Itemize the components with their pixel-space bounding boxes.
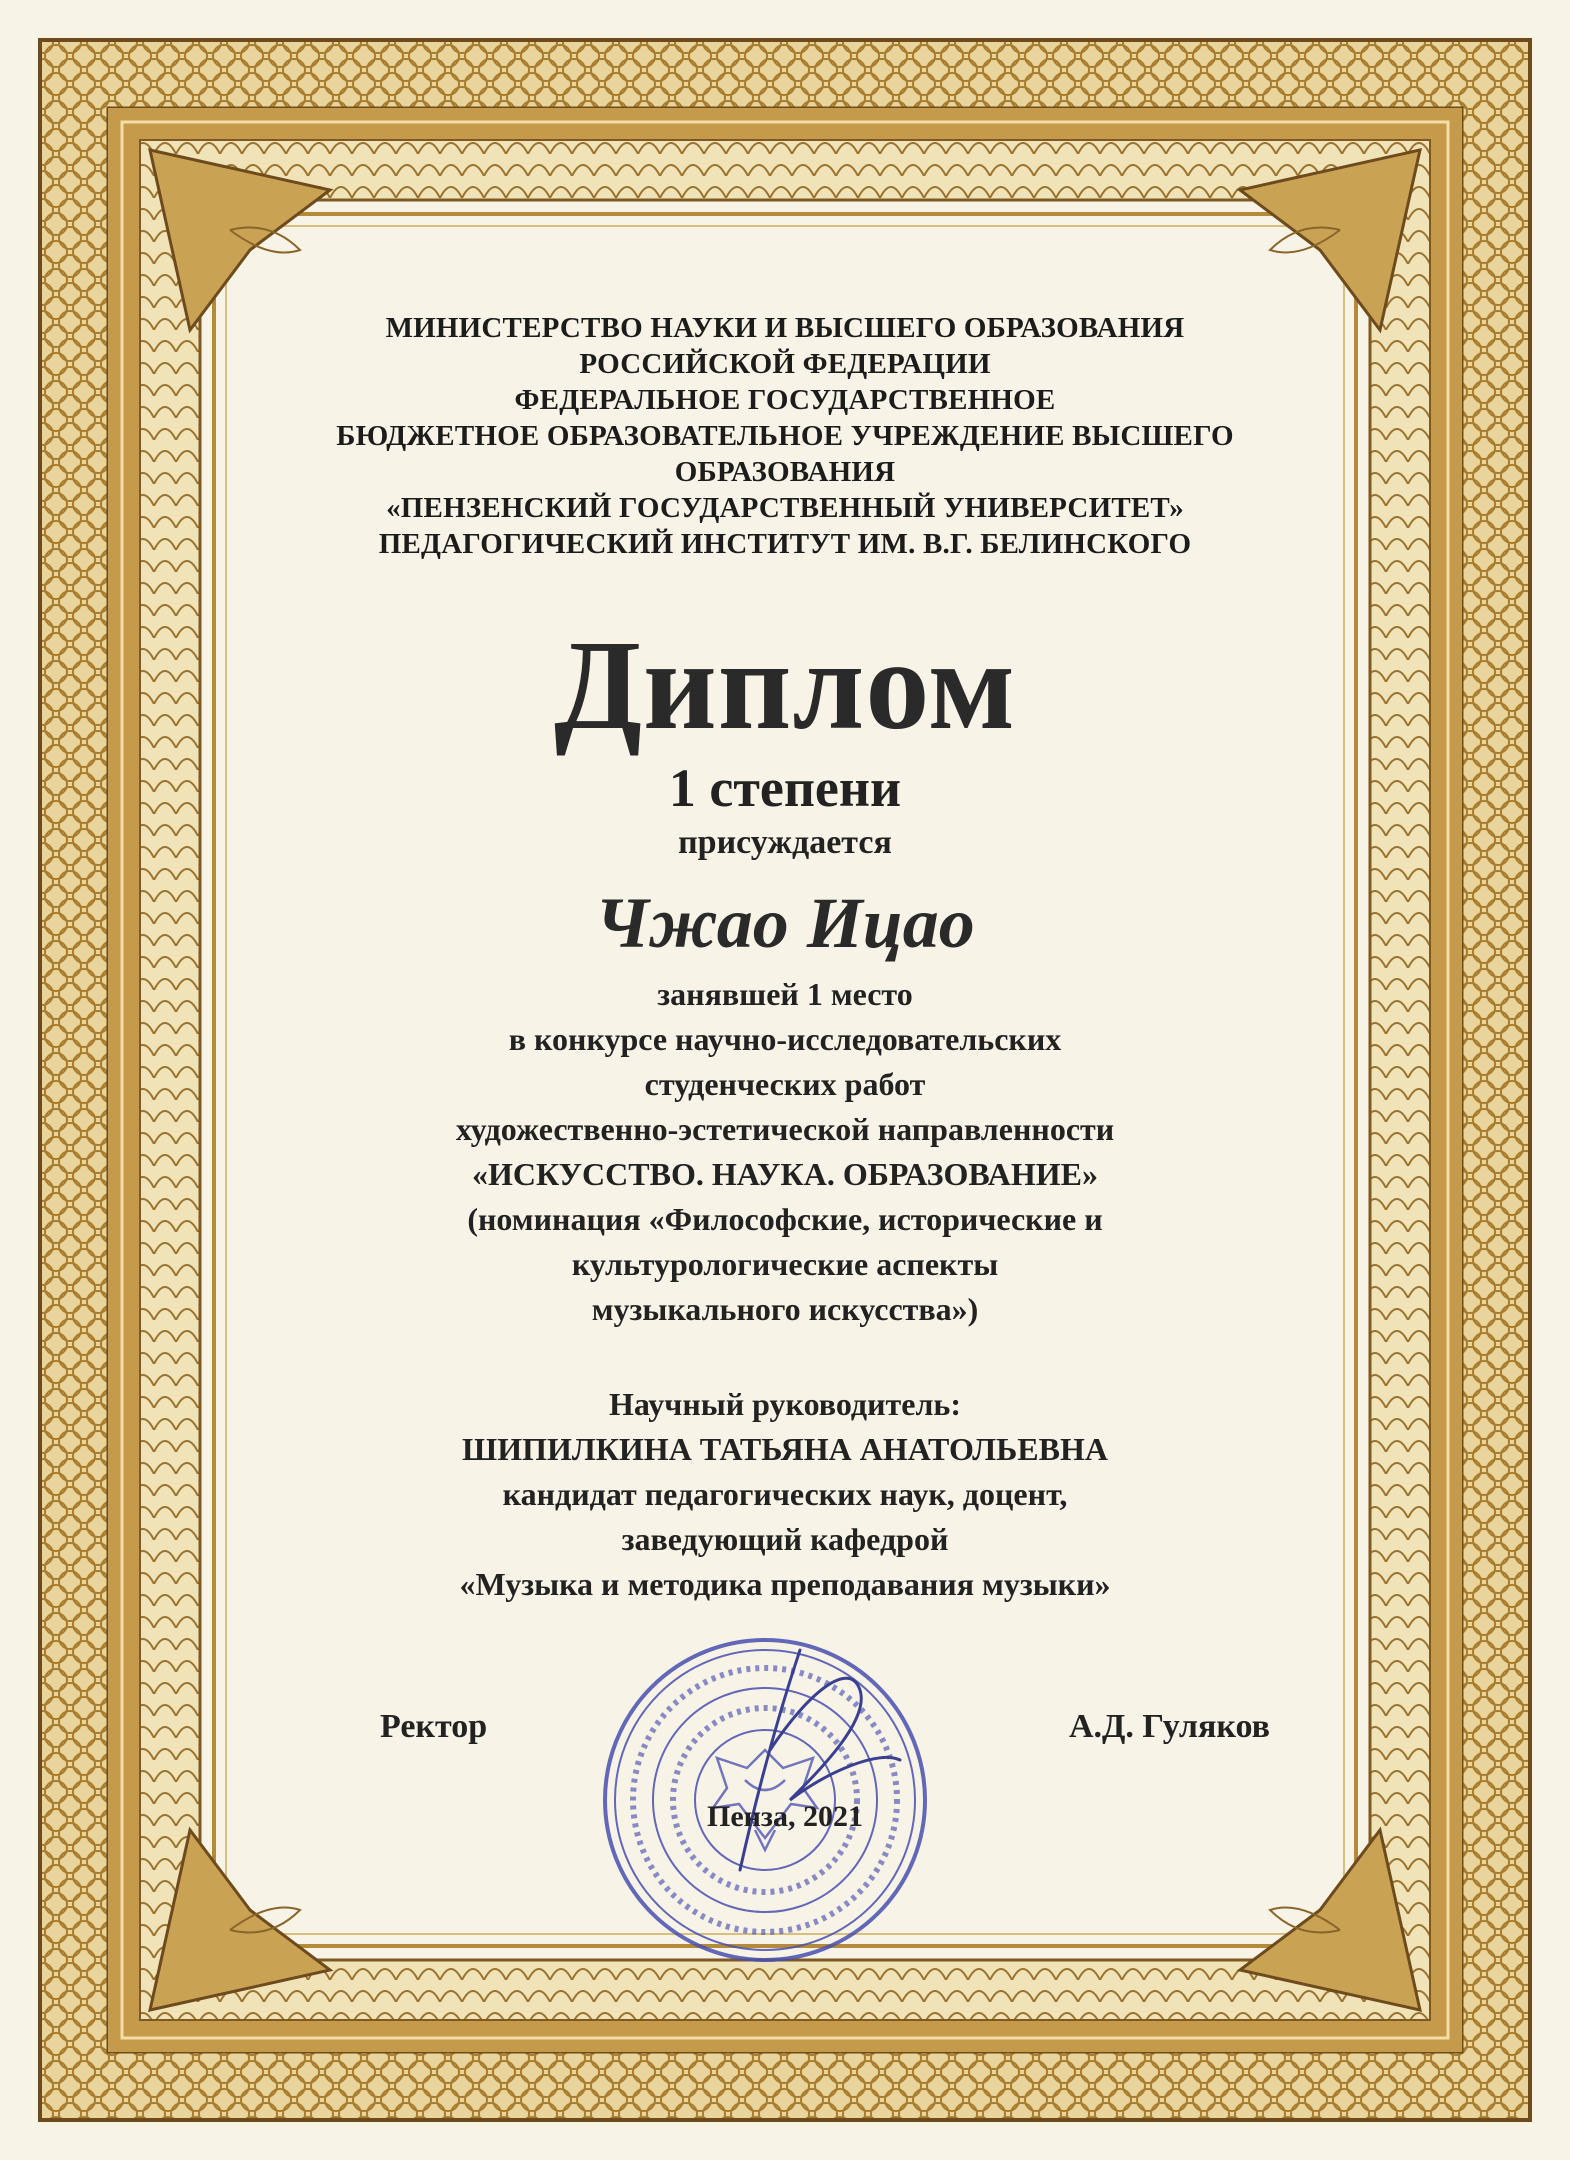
description-line: (номинация «Философские, исторические и (467, 1201, 1103, 1237)
description-line: культурологические аспекты (571, 1246, 999, 1282)
awarded-label: присуждается (678, 824, 892, 861)
institution-header (300, 310, 1270, 562)
description-line: в конкурсе научно-исследовательских (508, 1021, 1062, 1057)
supervisor-position: заведующий кафедрой (621, 1521, 949, 1557)
city-year: Пенза, 2021 (707, 1800, 863, 1833)
diploma-title: Диплом (553, 614, 1017, 756)
description-line: занявшей 1 место (657, 976, 913, 1012)
description-line: музыкального искусства») (591, 1291, 979, 1327)
supervisor-title: кандидат педагогических наук, доцент, (502, 1476, 1068, 1512)
description-line: художественно-эстетической направленности (455, 1111, 1115, 1147)
header-line: РОССИЙСКОЙ ФЕДЕРАЦИИ (579, 348, 991, 380)
award-description (300, 972, 1270, 1332)
header-line: БЮДЖЕТНОЕ ОБРАЗОВАТЕЛЬНОЕ УЧРЕЖДЕНИЕ ВЫСШЕГО (336, 420, 1234, 452)
header-line: ПЕДАГОГИЧЕСКИЙ ИНСТИТУТ ИМ. В.Г. БЕЛИНСКОГО (378, 528, 1192, 560)
header-line: МИНИСТЕРСТВО НАУКИ И ВЫСШЕГО ОБРАЗОВАНИЯ (385, 312, 1185, 344)
rector-name: А.Д. Гуляков (1068, 1708, 1270, 1745)
header-line: ФЕДЕРАЛЬНОЕ ГОСУДАРСТВЕННОЕ (514, 384, 1056, 416)
diploma-content (300, 300, 1270, 1860)
rector-signature (680, 1630, 920, 1890)
supervisor-block (300, 1382, 1270, 1607)
signature-row (380, 1708, 1270, 1752)
diploma-degree: 1 степени (668, 758, 902, 818)
supervisor-department: «Музыка и методика преподавания музыки» (459, 1566, 1111, 1602)
header-line: ОБРАЗОВАНИЯ (674, 456, 896, 488)
recipient-name: Чжао Ицао (595, 883, 975, 963)
description-line: студенческих работ (644, 1066, 926, 1102)
supervisor-name: ШИПИЛКИНА ТАТЬЯНА АНАТОЛЬЕВНА (462, 1431, 1108, 1467)
header-line: «ПЕНЗЕНСКИЙ ГОСУДАРСТВЕННЫЙ УНИВЕРСИТЕТ» (386, 492, 1184, 524)
rector-label: Ректор (380, 1708, 488, 1745)
description-line: «ИСКУССТВО. НАУКА. ОБРАЗОВАНИЕ» (472, 1156, 1098, 1192)
supervisor-label: Научный руководитель: (609, 1386, 961, 1422)
